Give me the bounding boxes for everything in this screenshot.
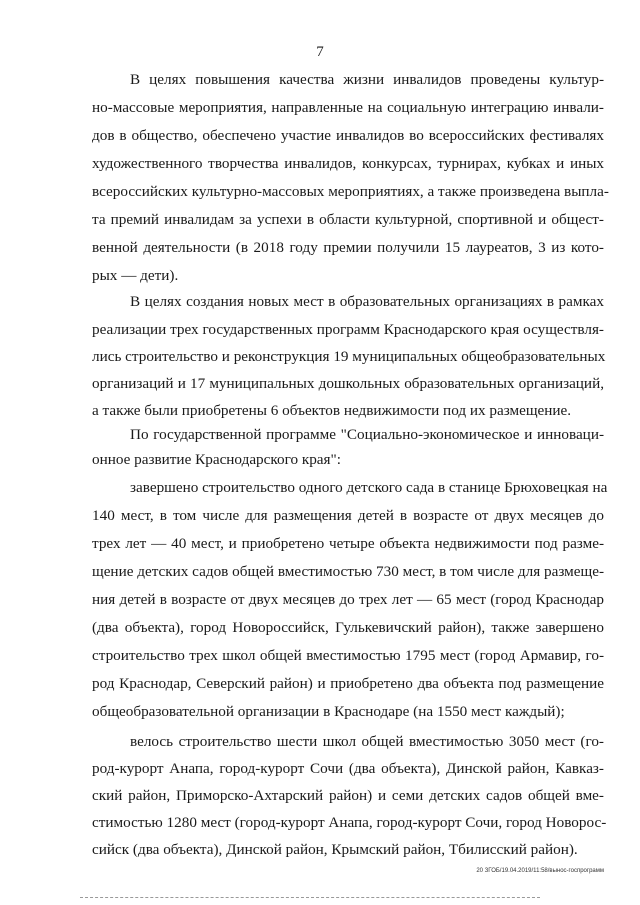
text-line: род Краснодар, Северский район) и приобретено два объекта под размещение: [92, 675, 604, 692]
text-line: В целях создания новых мест в образовательных организациях в рамках: [130, 293, 604, 310]
text-line: ния детей в возрасте от двух месяцев до трех лет — 65 мест (город Краснодар: [92, 591, 604, 608]
text-line: сийск (два объекта), Динской район, Крымский район, Тбилисский район).: [92, 841, 578, 858]
text-line: стимостью 1280 мест (город-курорт Анапа, город-курорт Сочи, город Новорос-: [92, 814, 607, 831]
text-line: 140 мест, в том числе для размещения детей в возрасте от двух месяцев до: [92, 507, 604, 524]
text-line: велось строительство шести школ общей вместимостью 3050 мест (го-: [130, 733, 604, 750]
text-line: По государственной программе "Социально-экономическое и инноваци-: [130, 426, 604, 443]
page-number: 7: [316, 44, 324, 60]
bottom-edge-dashes: [80, 897, 540, 899]
text-line: та премий инвалидам за успехи в области культурной, спортивной и общест-: [92, 211, 604, 228]
text-line: завершено строительство одного детского сада в станице Брюховецкая на: [130, 479, 608, 496]
text-line: дов в общество, обеспечено участие инвалидов во всероссийских фестивалях: [92, 127, 604, 144]
text-line: лись строительство и реконструкция 19 муниципальных общеобразовательных: [92, 348, 606, 365]
text-line: щение детских садов общей вместимостью 730 мест, в том числе для размеще-: [92, 563, 604, 580]
text-line: трех лет — 40 мест, и приобретено четыре объекта недвижимости под разме-: [92, 535, 604, 552]
text-line: онное развитие Краснодарского края":: [92, 451, 341, 468]
text-line: рых — дети).: [92, 267, 179, 284]
text-line: но-массовые мероприятия, направленные на социальную интеграцию инвали-: [92, 99, 604, 116]
text-line: строительство трех школ общей вместимостью 1795 мест (город Армавир, го-: [92, 647, 604, 664]
text-line: реализации трех государственных программ Краснодарского края осуществля-: [92, 321, 604, 338]
text-line: (два объекта), город Новороссийск, Гулькевичский район), также завершено: [92, 619, 604, 636]
text-line: художественного творчества инвалидов, конкурсах, турнирах, кубках и иных: [92, 155, 604, 172]
text-line: ский район, Приморско-Ахтарский район) и семи детских садов общей вме-: [92, 787, 604, 804]
text-line: общеобразовательной организации в Краснодаре (на 1550 мест каждый);: [92, 703, 565, 720]
text-line: всероссийских культурно-массовых мероприятиях, а также произведена выпла-: [92, 183, 609, 200]
text-line: а также были приобретены 6 объектов недвижимости под их размещение.: [92, 402, 572, 419]
text-line: венной деятельности (в 2018 году премии получили 15 лауреатов, 3 из кото-: [92, 239, 604, 256]
footer-code: 20 ЗГОБ/19.04.2019/11:58/вынос-госпрограмм: [476, 868, 604, 874]
text-line: род-курорт Анапа, город-курорт Сочи (два объекта), Динской район, Кавказ-: [92, 760, 604, 777]
text-line: В целях повышения качества жизни инвалидов проведены культур-: [130, 71, 604, 88]
text-line: организаций и 17 муниципальных дошкольных образовательных организаций,: [92, 375, 604, 392]
